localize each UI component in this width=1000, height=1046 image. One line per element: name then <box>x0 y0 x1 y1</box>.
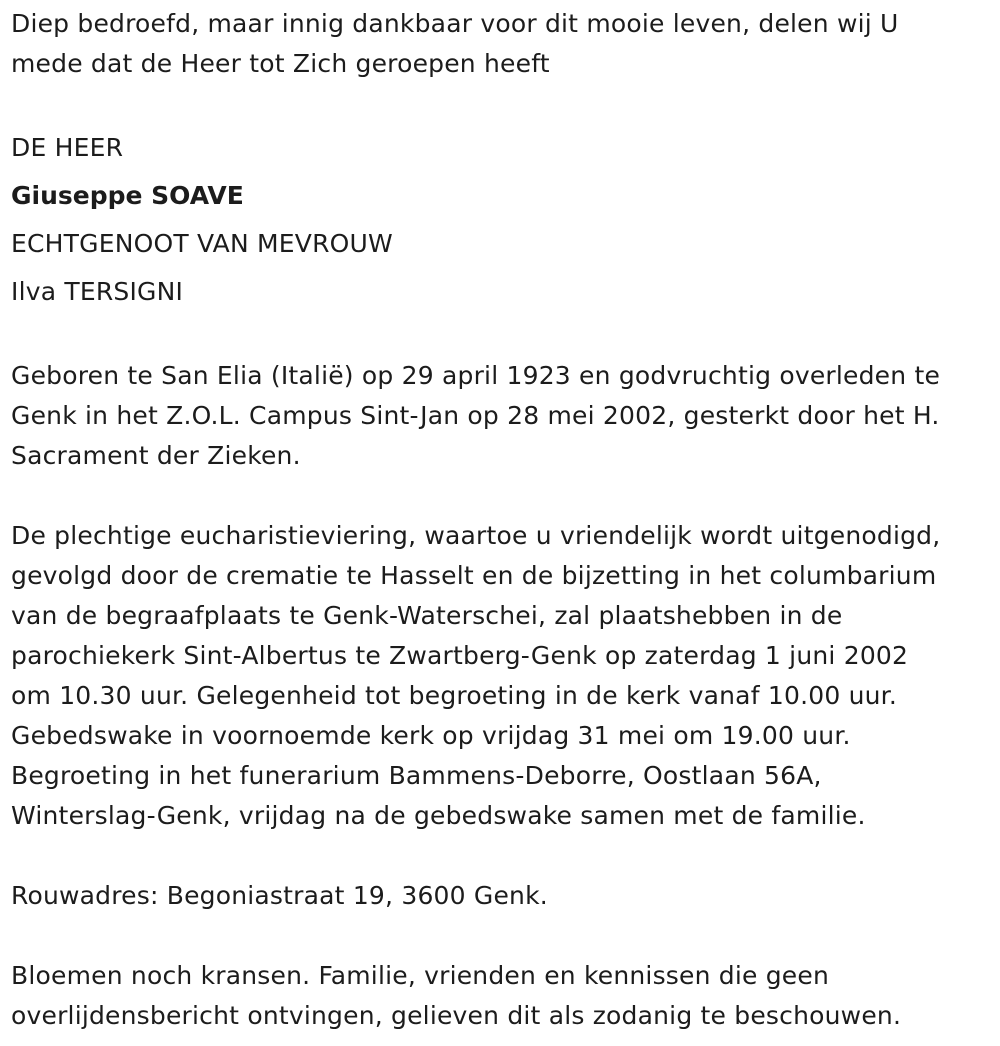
birth-death-line: Geboren te San Elia (Italië) op 29 april 1923 en godvruchtig overleden te <box>11 361 941 390</box>
deceased-block <box>11 124 991 316</box>
deceased-prefix: DE HEER <box>11 133 124 162</box>
spouse-name: Ilva TERSIGNI <box>11 277 184 306</box>
ceremony-line: van de begraafplaats te Genk-Waterschei, zal plaatshebben in de <box>11 601 843 630</box>
closing-line: Bloemen noch kransen. Familie, vrienden en kennissen die geen <box>11 961 830 990</box>
intro-line: mede dat de Heer tot Zich geroepen heeft <box>11 49 550 78</box>
birth-death-paragraph <box>11 356 991 476</box>
intro-line: Diep bedroefd, maar innig dankbaar voor dit mooie leven, delen wij U <box>11 9 899 38</box>
paragraph-spacer <box>11 836 991 876</box>
ceremony-line: Winterslag-Genk, vrijdag na de gebedswake samen met de familie. <box>11 801 866 830</box>
ceremony-line: Begroeting in het funerarium Bammens-Deborre, Oostlaan 56A, <box>11 761 822 790</box>
ceremony-line: Gebedswake in voornoemde kerk op vrijdag 31 mei om 19.00 uur. <box>11 721 851 750</box>
ceremony-line: parochiekerk Sint-Albertus te Zwartberg-Genk op zaterdag 1 juni 2002 <box>11 641 909 670</box>
ceremony-line: gevolgd door de crematie te Hasselt en de bijzetting in het columbarium <box>11 561 937 590</box>
ceremony-line: De plechtige eucharistieviering, waartoe u vriendelijk wordt uitgenodigd, <box>11 521 941 550</box>
birth-death-line: Sacrament der Zieken. <box>11 441 301 470</box>
paragraph-spacer <box>11 84 991 124</box>
mourning-address: Rouwadres: Begoniastraat 19, 3600 Genk. <box>11 881 548 910</box>
ceremony-paragraph <box>11 516 991 836</box>
birth-death-line: Genk in het Z.O.L. Campus Sint-Jan op 28 mei 2002, gesterkt door het H. <box>11 401 940 430</box>
paragraph-spacer <box>11 316 991 356</box>
ceremony-line: om 10.30 uur. Gelegenheid tot begroeting in de kerk vanaf 10.00 uur. <box>11 681 897 710</box>
deceased-name: Giuseppe SOAVE <box>11 181 244 210</box>
intro-paragraph <box>11 4 991 84</box>
closing-paragraph <box>11 956 991 1036</box>
paragraph-spacer <box>11 476 991 516</box>
obituary-notice <box>11 4 991 1036</box>
spouse-relation: ECHTGENOOT VAN MEVROUW <box>11 229 393 258</box>
address-paragraph <box>11 876 991 916</box>
closing-line: overlijdensbericht ontvingen, gelieven dit als zodanig te beschouwen. <box>11 1001 902 1030</box>
paragraph-spacer <box>11 916 991 956</box>
